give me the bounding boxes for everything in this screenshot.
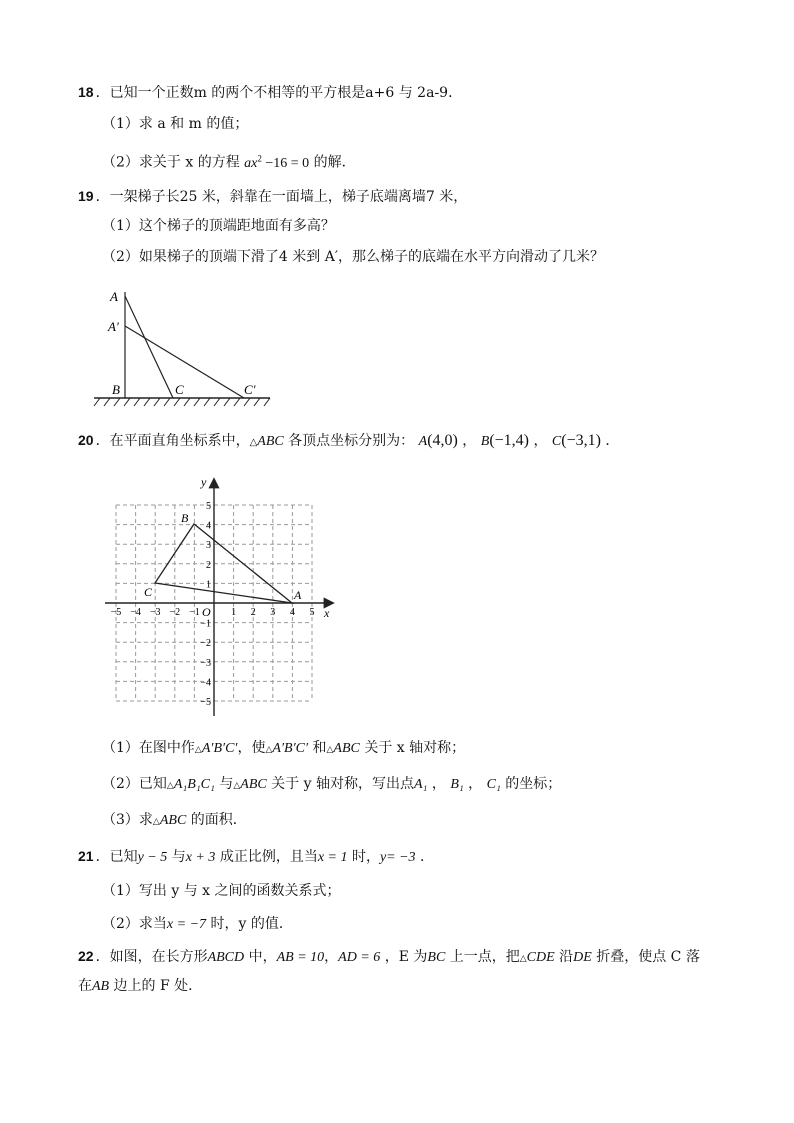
x-tick-label: −2	[169, 607, 181, 618]
x-tick-label: −1	[189, 607, 200, 618]
q20-part2: （2）已知△A₁B₁C₁ 与△ABC 关于 y 轴对称，写出点A₁ ， B₁ ， C₁ 的坐标；	[102, 776, 562, 792]
label-C-prime: C′	[244, 382, 256, 397]
y-axis-label: y	[201, 475, 207, 489]
origin-label: O	[202, 605, 211, 619]
y-tick-label: 4	[206, 520, 211, 532]
y-tick-label: −3	[200, 657, 211, 669]
q22-line2: 在AB 边上的 F 处．	[78, 978, 203, 994]
coordinate-grid-figure	[100, 474, 340, 720]
x-tick-label: 5	[309, 607, 315, 618]
q20-part1: （1）在图中作△A′B′C′，使△A′B′C′ 和△ABC 关于 x 轴对称；	[102, 740, 466, 756]
q18-equation: $ax^2 -16 = 0$	[244, 153, 310, 171]
y-tick-label: −4	[200, 677, 211, 689]
q22-number: 22	[78, 948, 94, 964]
y-tick-label: 5	[206, 501, 211, 512]
q20-number: 20	[78, 432, 94, 448]
vertex-C-label: C	[144, 585, 153, 599]
y-tick-label: −1	[200, 618, 211, 630]
q22-stem: 22 ．如图，在长方形ABCD 中，AB = 10，AD = 6 ，E 为BC 上一点，把△CDE 沿DE 折叠，使点 C 落	[78, 948, 700, 965]
label-A-prime: A′	[108, 319, 119, 334]
x-tick-label: −4	[130, 607, 141, 618]
q19-stem: 19 ．一架梯子长25 米，斜靠在一面墙上，梯子底端离墙7 米，	[78, 188, 468, 205]
vertex-A-label: A	[294, 588, 302, 602]
y-tick-label: 2	[206, 559, 211, 571]
y-tick-label: −2	[200, 638, 211, 650]
q19-part2: （2）如果梯子的顶端下滑了4 米到 A′，那么梯子的底端在水平方向滑动了几米？	[102, 249, 605, 265]
q18-number: 18	[78, 84, 94, 100]
q21-number: 21	[78, 848, 94, 864]
x-tick-label: 3	[270, 607, 276, 618]
ladder-slid	[125, 326, 244, 398]
q18-stem: 18 ．已知一个正数m 的两个不相等的平方根是a+6 与 2a-9．	[78, 84, 463, 101]
y-tick-label: 1	[206, 579, 211, 591]
ladder-figure	[92, 280, 272, 412]
ladder-original	[125, 296, 173, 398]
x-tick-label: −3	[149, 607, 161, 618]
q18-part1: （1）求 a 和 m 的值；	[102, 116, 249, 132]
y-tick-label: −5	[200, 697, 211, 708]
y-tick-label: 3	[206, 540, 211, 552]
x-tick-label: 1	[231, 607, 237, 618]
x-tick-label: −5	[110, 607, 122, 618]
q21-stem: 21 ．已知y − 5 与x + 3 成正比例，且当x = 1 时，y= −3 ．	[78, 848, 435, 865]
q21-part2: （2）求当x = −7 时，y 的值．	[102, 916, 293, 932]
q18-part2: （2）求关于 x 的方程 $ax^2 -16 = 0$ 的解．	[102, 153, 356, 171]
x-tick-label: 2	[250, 607, 256, 618]
q20-stem: 20 ．在平面直角坐标系中，△ABC 各顶点坐标分别为： A(4,0) ， B(−1,4) ， C(−3,1) ．	[78, 432, 620, 449]
label-B: B	[112, 382, 120, 397]
vertex-B-label: B	[181, 511, 189, 525]
label-C: C	[175, 382, 184, 397]
x-tick-labels	[111, 607, 315, 618]
q19-number: 19	[78, 188, 94, 204]
q19-part1: （1）这个梯子的顶端距地面有多高？	[102, 218, 335, 234]
x-tick-label: 4	[289, 607, 295, 618]
label-A: A	[110, 289, 118, 304]
ground-hatching	[94, 398, 270, 406]
q20-part3: （3）求△ABC 的面积．	[102, 812, 247, 828]
q21-part1: （1）写出 y 与 x 之间的函数关系式；	[102, 883, 341, 899]
x-axis-label: x	[324, 606, 330, 620]
